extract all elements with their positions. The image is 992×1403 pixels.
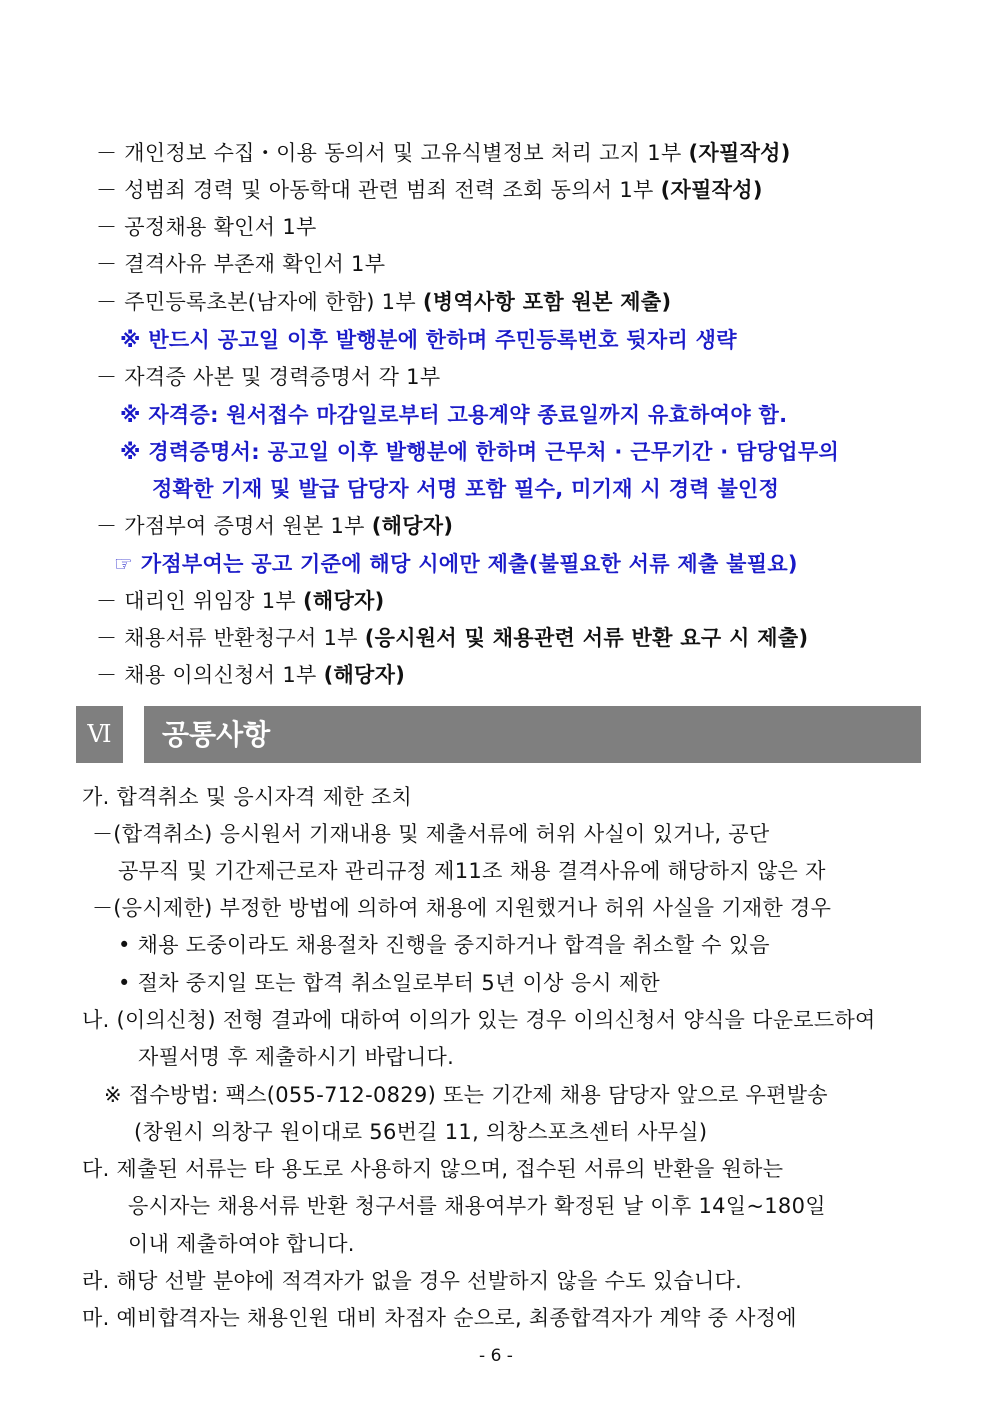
paragraph-line: －(합격취소) 응시원서 기재내용 및 제출서류에 허위 사실이 있거나, 공단 bbox=[92, 822, 770, 846]
note-line: ※ 자격증: 원서접수 마감일로부터 고용계약 종료일까지 유효하여야 함. bbox=[120, 403, 788, 427]
paragraph-line: 공무직 및 기간제근로자 관리규정 제11조 채용 결격사유에 해당하지 않은 자 bbox=[118, 859, 826, 883]
paragraph-line: 가. 합격취소 및 응시자격 제한 조치 bbox=[82, 785, 413, 809]
paragraph-line: 자필서명 후 제출하시기 바랍니다. bbox=[138, 1045, 455, 1069]
paragraph-line: －(응시제한) 부정한 방법에 의하여 채용에 지원했거나 허위 사실을 기재한 경우 bbox=[92, 896, 832, 920]
list-item: － 자격증 사본 및 경력증명서 각 1부 bbox=[96, 365, 441, 389]
note-line: ※ 접수방법: 팩스(055-712-0829) 또는 기간제 채용 담당자 앞으로 우편발송 bbox=[104, 1083, 828, 1107]
list-item: － 가점부여 증명서 원본 1부 (해당자) bbox=[96, 514, 454, 538]
note-line: ※ 경력증명서: 공고일 이후 발행분에 한하며 근무처 · 근무기간 · 담당업무의 bbox=[120, 440, 840, 464]
list-item: － 결격사유 부존재 확인서 1부 bbox=[96, 252, 386, 276]
list-item: － 공정채용 확인서 1부 bbox=[96, 215, 317, 239]
section-number: Ⅵ bbox=[76, 706, 123, 763]
list-item: － 채용서류 반환청구서 1부 (응시원서 및 채용관련 서류 반환 요구 시 제출) bbox=[96, 626, 809, 650]
bullet-line: • 채용 도중이라도 채용절차 진행을 중지하거나 합격을 취소할 수 있음 bbox=[118, 933, 770, 957]
list-item: － 대리인 위임장 1부 (해당자) bbox=[96, 589, 385, 613]
note-line: ※ 반드시 공고일 이후 발행분에 한하며 주민등록번호 뒷자리 생략 bbox=[120, 328, 737, 352]
note-line: ☞ 가점부여는 공고 기준에 해당 시에만 제출(불필요한 서류 제출 불필요) bbox=[114, 552, 798, 576]
list-item: － 채용 이의신청서 1부 (해당자) bbox=[96, 663, 406, 687]
paragraph-line: 이내 제출하여야 합니다. bbox=[128, 1232, 355, 1256]
list-item: － 주민등록초본(남자에 한함) 1부 (병역사항 포함 원본 제출) bbox=[96, 290, 672, 314]
paragraph-line: (창원시 의창구 원이대로 56번길 11, 의창스포츠센터 사무실) bbox=[134, 1120, 708, 1144]
section-header bbox=[76, 706, 921, 763]
page-number: - 6 - bbox=[479, 1346, 513, 1366]
list-item: － 성범죄 경력 및 아동학대 관련 범죄 전력 조회 동의서 1부 (자필작성) bbox=[96, 178, 763, 202]
paragraph-line: 나. (이의신청) 전형 결과에 대하여 이의가 있는 경우 이의신청서 양식을 다운로드하여 bbox=[82, 1008, 876, 1032]
note-line: 정확한 기재 및 발급 담당자 서명 포함 필수, 미기재 시 경력 불인정 bbox=[152, 477, 780, 501]
paragraph-line: 응시자는 채용서류 반환 청구서를 채용여부가 확정된 날 이후 14일~180일 bbox=[128, 1194, 826, 1218]
paragraph-line: 마. 예비합격자는 채용인원 대비 차점자 순으로, 최종합격자가 계약 중 사정에 bbox=[82, 1306, 797, 1330]
list-item: － 개인정보 수집・이용 동의서 및 고유식별정보 처리 고지 1부 (자필작성) bbox=[96, 141, 791, 165]
bullet-line: • 절차 중지일 또는 합격 취소일로부터 5년 이상 응시 제한 bbox=[118, 971, 661, 995]
paragraph-line: 라. 해당 선발 분야에 적격자가 없을 경우 선발하지 않을 수도 있습니다. bbox=[82, 1269, 743, 1293]
section-title: 공통사항 bbox=[144, 706, 921, 763]
paragraph-line: 다. 제출된 서류는 타 용도로 사용하지 않으며, 접수된 서류의 반환을 원하는 bbox=[82, 1157, 784, 1181]
